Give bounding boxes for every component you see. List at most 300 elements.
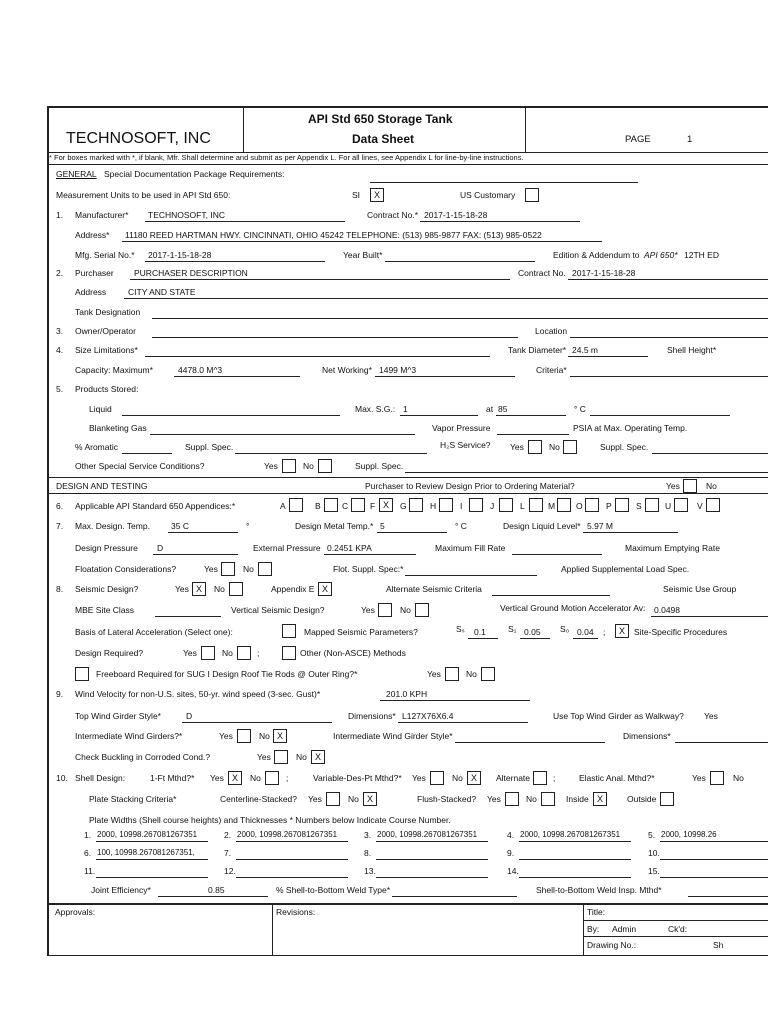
max-design-temp-label: Max. Design. Temp. <box>75 521 150 531</box>
seismic-yes-checkbox[interactable]: X <box>192 582 206 596</box>
design-pressure-line <box>153 554 238 555</box>
metal-temp-unit: ° C <box>455 521 467 531</box>
manufacturer-line <box>145 221 345 222</box>
units-label: Measurement Units to be used in API Std 650: <box>56 190 231 200</box>
other-service-no-label: No <box>303 461 314 471</box>
item-7-number: 7. <box>56 521 64 531</box>
course-15-line <box>660 877 768 878</box>
aromatic-label: % Aromatic <box>75 442 118 452</box>
buckling-no-checkbox[interactable]: X <box>311 750 325 764</box>
design-required-label: Design Required? <box>75 648 144 658</box>
buckling-yes-label: Yes <box>257 752 271 762</box>
intermediate-girders-no-checkbox[interactable]: X <box>273 729 287 743</box>
item-9-number: 9. <box>56 689 64 699</box>
item-5-number: 5. <box>56 384 64 394</box>
header-divider-2 <box>525 106 526 152</box>
alternate-separator: ; <box>553 773 556 783</box>
course-14-line <box>519 877 631 878</box>
centerline-stacked-label: Centerline-Stacked? <box>220 794 298 804</box>
variable-design-point-label: Variable-Des-Pt Mthd?* <box>313 773 402 783</box>
diameter-value[interactable]: 24.5 m <box>572 345 598 355</box>
mbe-site-class-line <box>155 616 221 617</box>
design-required-yes-label: Yes <box>183 648 197 658</box>
design-pressure-value[interactable]: D <box>157 543 164 553</box>
freeboard-no-label: No <box>466 669 477 679</box>
design-divider-top <box>47 477 768 478</box>
liquid-level-label: Design Liquid Level* <box>503 521 581 531</box>
course-12-number: 12. <box>224 866 236 876</box>
max-design-temp-value[interactable]: 35 C <box>171 521 189 531</box>
course-3-value[interactable]: 2000, 10998.267081267351 <box>377 830 478 839</box>
psia-label: PSIA at Max. Operating Temp. <box>573 423 688 433</box>
h2s-yes-label: Yes <box>510 442 524 452</box>
variable-no-checkbox[interactable]: X <box>467 771 481 785</box>
design-pressure-label: Design Pressure <box>75 543 138 553</box>
liquid-level-value[interactable]: 5.97 M <box>587 521 613 531</box>
by-label: By: <box>587 924 600 934</box>
other-service-no-checkbox[interactable] <box>318 459 332 473</box>
item-4-number: 4. <box>56 345 64 355</box>
vga-label: Vertical Ground Motion Accelerator Av: <box>500 603 646 613</box>
s1-line <box>520 638 550 639</box>
flot-suppl-spec-line <box>405 575 537 576</box>
item-6-number: 6. <box>56 501 64 511</box>
appendix-v-checkbox[interactable] <box>706 498 720 512</box>
design-heading: DESIGN AND TESTING <box>56 481 148 491</box>
review-yes-label: Yes <box>666 481 680 491</box>
vertical-seismic-yes-label: Yes <box>361 605 375 615</box>
course-5-line <box>660 841 768 842</box>
variable-yes-label: Yes <box>412 773 426 783</box>
floatation-yes-checkbox[interactable] <box>221 562 235 576</box>
course-4-value[interactable]: 2000, 10998.267081267351 <box>520 830 621 839</box>
vapor-pressure-line <box>497 434 569 435</box>
seismic-design-label: Seismic Design? <box>75 584 139 594</box>
weld-inspection-line <box>688 896 768 897</box>
flush-yes-checkbox[interactable] <box>505 792 519 806</box>
inside-checkbox[interactable]: X <box>593 792 607 806</box>
contract-label: Contract No.* <box>367 210 419 220</box>
other-methods-label: Other (Non-ASCE) Methods <box>300 648 406 658</box>
purchaser-contract-line <box>568 279 768 280</box>
at-label: at <box>486 404 494 414</box>
ss-value[interactable]: 0.1 <box>474 627 486 637</box>
page-label: PAGE <box>625 134 651 145</box>
course-4-number: 4. <box>507 830 515 840</box>
s1-value[interactable]: 0.05 <box>524 627 541 637</box>
alternate-checkbox[interactable] <box>533 771 547 785</box>
design-required-no-checkbox[interactable] <box>237 646 251 660</box>
inside-label: Inside <box>566 794 589 804</box>
seismic-no-checkbox[interactable] <box>229 582 243 596</box>
liquid-line <box>122 415 340 416</box>
capacity-line <box>174 376 300 377</box>
sheet-subtitle: Data Sheet <box>352 132 415 146</box>
s0-value[interactable]: 0.04 <box>577 627 594 637</box>
address-line <box>122 241 602 242</box>
course-12-line <box>236 877 348 878</box>
joint-efficiency-line <box>158 896 268 897</box>
vga-value[interactable]: 0.0498 <box>654 605 680 615</box>
outside-checkbox[interactable] <box>660 792 674 806</box>
one-ft-separator: ; <box>286 773 289 783</box>
company-name: TECHNOSOFT, INC <box>66 130 211 147</box>
course-11-number: 11. <box>84 866 96 876</box>
capacity-value[interactable]: 4478.0 M^3 <box>178 365 223 375</box>
top-girder-style-line <box>182 722 332 723</box>
sg-line <box>400 415 478 416</box>
footer-title-line <box>583 920 768 921</box>
lateral-basis-label: Basis of Lateral Acceleration (Select one): <box>75 627 233 637</box>
course-7-number: 7. <box>224 848 232 858</box>
top-girder-dimensions-value[interactable]: L127X76X6.4 <box>402 711 454 721</box>
si-label: SI <box>352 190 361 200</box>
centerline-no-label: No <box>348 794 359 804</box>
site-specific-label: Site-Specific Procedures <box>634 627 728 637</box>
diameter-label: Tank Diameter* <box>508 345 567 355</box>
floatation-label: Floatation Considerations? <box>75 564 177 574</box>
plate-widths-label: Plate Widths (Shell course heights) and Thicknesses * Numbers below Indicate Course Number. <box>89 815 451 825</box>
course-6-line <box>96 859 208 860</box>
aromatic-suppl-spec-label: Suppl. Spec. <box>185 442 234 452</box>
review-label: Purchaser to Review Design Prior to Ordering Material? <box>365 481 575 491</box>
appendix-c-checkbox[interactable] <box>351 498 365 512</box>
outside-label: Outside <box>627 794 657 804</box>
appendix-s-checkbox[interactable] <box>645 498 659 512</box>
vertical-seismic-no-checkbox[interactable] <box>415 603 429 617</box>
serial-value[interactable]: 2017-1-15-18-28 <box>148 250 212 260</box>
net-working-value[interactable]: 1499 M^3 <box>379 365 417 375</box>
item-2-number: 2. <box>56 268 64 278</box>
purchaser-contract-label: Contract No. <box>518 268 566 278</box>
mapped-seismic-checkbox[interactable] <box>282 624 296 638</box>
owner-label: Owner/Operator <box>75 326 136 336</box>
tank-designation-label: Tank Designation <box>75 307 141 317</box>
temp-value[interactable]: 85 <box>498 404 508 414</box>
h2s-yes-checkbox[interactable] <box>528 440 542 454</box>
year-built-line <box>385 261 535 262</box>
purchaser-address-value[interactable]: CITY AND STATE <box>128 287 196 297</box>
appendix-g-checkbox[interactable] <box>409 498 423 512</box>
serial-line <box>145 261 325 262</box>
course-5-number: 5. <box>648 830 656 840</box>
seismic-use-group-label: Seismic Use Group <box>663 584 737 594</box>
appendix-a-label: A <box>280 501 286 511</box>
capacity-label: Capacity: Maximum* <box>75 365 153 375</box>
appendix-b-checkbox[interactable] <box>324 498 338 512</box>
centerline-no-checkbox[interactable]: X <box>363 792 377 806</box>
net-working-label: Net Working* <box>322 365 372 375</box>
emptying-rate-label: Maximum Emptying Rate <box>625 543 720 553</box>
blanketing-gas-line <box>150 434 415 435</box>
address-label: Address* <box>75 230 110 240</box>
floatation-yes-label: Yes <box>204 564 218 574</box>
course-2-value[interactable]: 2000, 10998.267081267351 <box>237 830 338 839</box>
one-ft-no-label: No <box>250 773 261 783</box>
appendix-u-checkbox[interactable] <box>674 498 688 512</box>
h2s-label: H₂S Service? <box>440 440 491 450</box>
appendix-p-label: P <box>606 501 612 511</box>
elastic-analysis-label: Elastic Anal. Mthd?* <box>579 773 655 783</box>
top-girder-dimensions-line <box>398 722 528 723</box>
purchaser-address-line <box>124 298 768 299</box>
size-limitations-label: Size Limitations* <box>75 345 138 355</box>
purchaser-label: Purchaser <box>75 268 114 278</box>
item-10-number: 10. <box>56 773 68 783</box>
appendix-f-label: F <box>370 501 376 511</box>
course-10-number: 10. <box>648 848 660 858</box>
appendix-m-checkbox[interactable] <box>557 498 571 512</box>
appendix-u-label: U <box>665 501 672 511</box>
course-8-number: 8. <box>364 848 372 858</box>
appendix-h-checkbox[interactable] <box>439 498 453 512</box>
freeboard-checkbox[interactable] <box>75 667 89 681</box>
temp-extra-line <box>590 415 730 416</box>
external-pressure-value[interactable]: 0.2451 KPA <box>327 543 372 553</box>
appendix-l-label: L <box>520 501 525 511</box>
appendix-o-checkbox[interactable] <box>585 498 599 512</box>
external-pressure-label: External Pressure <box>253 543 321 553</box>
intermediate-girder-style-label: Intermediate Wind Girder Style* <box>333 731 453 741</box>
footer-by-line <box>583 936 768 937</box>
appendices-label: Applicable API Standard 650 Appendices:* <box>75 501 236 511</box>
edition-value[interactable]: 12TH ED <box>684 250 719 260</box>
design-required-no-label: No <box>222 648 233 658</box>
course-10-line <box>660 859 768 860</box>
walkway-label: Use Top Wind Girder as Walkway? <box>553 711 684 721</box>
aromatic-suppl-spec-line <box>235 453 427 454</box>
appendix-p-checkbox[interactable] <box>615 498 629 512</box>
metal-temp-value[interactable]: 5 <box>380 521 385 531</box>
mapped-seismic-label: Mapped Seismic Parameters? <box>304 627 418 637</box>
page-number: 1 <box>687 134 693 145</box>
flush-stacked-label: Flush-Stacked? <box>417 794 477 804</box>
other-service-yes-label: Yes <box>264 461 278 471</box>
top-girder-dimensions-label: Dimensions* <box>348 711 396 721</box>
seismic-separator: ; <box>603 627 606 637</box>
mbe-site-class-label: MBE Site Class <box>75 605 135 615</box>
other-service-suppl-spec-line <box>405 472 768 473</box>
site-specific-checkbox[interactable]: X <box>615 624 629 638</box>
frame-top <box>47 106 768 108</box>
shell-to-bottom-weld-line <box>392 896 517 897</box>
appendix-a-checkbox[interactable] <box>289 498 303 512</box>
edition-label: Edition & Addendum to <box>553 250 640 260</box>
frame-left <box>47 106 49 956</box>
course-9-line <box>519 859 631 860</box>
location-label: Location <box>535 326 568 336</box>
contract-line <box>420 221 580 222</box>
seismic-yes-label: Yes <box>175 584 189 594</box>
item-3-number: 3. <box>56 326 64 336</box>
appendix-e-checkbox[interactable]: X <box>318 582 332 596</box>
alternate-seismic-line <box>492 595 610 596</box>
supplemental-load-label: Applied Supplemental Load Spec. <box>561 564 690 574</box>
flush-no-checkbox[interactable] <box>541 792 555 806</box>
alternate-seismic-label: Alternate Seismic Criteria <box>386 584 482 594</box>
course-15-number: 15. <box>648 866 660 876</box>
weld-inspection-label: Shell-to-Bottom Weld Insp. Mthd* <box>536 885 662 895</box>
footer-bottom-line <box>47 955 768 956</box>
elastic-yes-checkbox[interactable] <box>710 771 724 785</box>
vertical-seismic-yes-checkbox[interactable] <box>378 603 392 617</box>
course-6-value[interactable]: 100, 10998.267081267351, <box>97 848 195 857</box>
s0-line <box>573 638 598 639</box>
appendix-g-label: G <box>400 501 407 511</box>
course-1-line <box>96 841 208 842</box>
course-7-line <box>236 859 348 860</box>
drawing-number-label: Drawing No.: <box>587 940 637 950</box>
appendix-j-checkbox[interactable] <box>499 498 513 512</box>
buckling-label: Check Buckling in Corroded Cond.? <box>75 752 211 762</box>
h2s-no-label: No <box>549 442 560 452</box>
freeboard-yes-checkbox[interactable] <box>445 667 459 681</box>
course-13-line <box>376 877 488 878</box>
title-label: Title: <box>587 907 606 917</box>
elastic-yes-label: Yes <box>692 773 706 783</box>
design-required-yes-checkbox[interactable] <box>201 646 215 660</box>
ss-label: Sₛ <box>456 624 465 634</box>
intermediate-girders-no-label: No <box>259 731 270 741</box>
diameter-line <box>568 356 648 357</box>
buckling-yes-checkbox[interactable] <box>274 750 288 764</box>
address-value[interactable]: 11180 REED HARTMAN HWY. CINCINNATI, OHIO 45242 TELEPHONE: (513) 985-9877 FAX: (513) 985-0522 <box>125 230 542 240</box>
course-13-number: 13. <box>364 866 376 876</box>
item-8-number: 8. <box>56 584 64 594</box>
appendix-i-checkbox[interactable] <box>469 498 483 512</box>
purchaser-address-label: Address <box>75 287 107 297</box>
course-1-value[interactable]: 2000, 10998.267081267351 <box>97 830 198 839</box>
contract-value[interactable]: 2017-1-15-18-28 <box>424 210 488 220</box>
vertical-seismic-no-label: No <box>400 605 411 615</box>
approvals-label: Approvals: <box>55 907 96 917</box>
one-ft-method-label: 1-Ft Mthd?* <box>150 773 195 783</box>
special-doc-line <box>370 182 638 183</box>
course-8-line <box>376 859 488 860</box>
header-divider-1 <box>243 106 244 152</box>
stacking-criteria-label: Plate Stacking Criteria* <box>89 794 177 804</box>
instruction-note: * For boxes marked with *, if blank, Mfr. Shall determine and submit as per Appendix L. For all lines, see Appendix L for line-by-line instructions. <box>49 153 524 162</box>
variable-no-label: No <box>452 773 463 783</box>
course-2-line <box>236 841 348 842</box>
freeboard-no-checkbox[interactable] <box>481 667 495 681</box>
fill-rate-line <box>512 554 602 555</box>
metal-temp-label: Design Metal Temp.* <box>295 521 374 531</box>
si-checkbox[interactable]: X <box>370 188 384 202</box>
alternate-label: Alternate <box>496 773 531 783</box>
us-checkbox[interactable] <box>525 188 539 202</box>
year-built-label: Year Built* <box>343 250 383 260</box>
vga-line <box>651 616 768 617</box>
manufacturer-value[interactable]: TECHNOSOFT, INC <box>148 210 225 220</box>
flush-yes-label: Yes <box>487 794 501 804</box>
course-11-line <box>96 877 208 878</box>
design-required-separator: ; <box>257 648 260 658</box>
course-14-number: 14. <box>507 866 519 876</box>
temp-unit: ° C <box>574 404 586 414</box>
h2s-no-checkbox[interactable] <box>563 440 577 454</box>
one-ft-no-checkbox[interactable] <box>265 771 279 785</box>
intermediate-girders-yes-label: Yes <box>219 731 233 741</box>
shell-height-label: Shell Height* <box>667 345 717 355</box>
centerline-yes-label: Yes <box>308 794 322 804</box>
design-divider-bottom <box>47 493 768 494</box>
wind-velocity-label: Wind Velocity for non-U.S. sites, 50-yr. wind speed (3-sec. Gust)* <box>75 689 321 699</box>
appendix-s-label: S <box>636 501 642 511</box>
fill-rate-label: Maximum Fill Rate <box>435 543 506 553</box>
owner-line <box>152 337 518 338</box>
course-4-line <box>519 841 631 842</box>
location-line <box>570 337 768 338</box>
appendix-c-label: C <box>342 501 349 511</box>
ss-line <box>468 638 498 639</box>
liquid-level-line <box>583 532 678 533</box>
blanketing-gas-label: Blanketing Gas <box>89 423 147 433</box>
variable-yes-checkbox[interactable] <box>430 771 444 785</box>
walkway-yes-label: Yes <box>704 711 718 721</box>
elastic-no-label: No <box>733 773 744 783</box>
products-label: Products Stored: <box>75 384 139 394</box>
other-methods-checkbox[interactable] <box>282 646 296 660</box>
course-6-number: 6. <box>84 848 92 858</box>
wind-velocity-value[interactable]: 201.0 KPH <box>386 689 428 699</box>
special-doc-label: Special Documentation Package Requirements: <box>104 169 285 179</box>
item-1-number: 1. <box>56 210 64 220</box>
by-value: Admin <box>612 924 637 934</box>
general-heading: GENERAL <box>56 169 97 179</box>
centerline-yes-checkbox[interactable] <box>326 792 340 806</box>
review-yes-checkbox[interactable] <box>683 479 697 493</box>
metal-temp-line <box>377 532 447 533</box>
floatation-no-checkbox[interactable] <box>258 562 272 576</box>
footer-divider-2 <box>583 903 584 955</box>
appendix-f-checkbox[interactable]: X <box>379 498 393 512</box>
checked-label: Ck'd: <box>668 924 688 934</box>
review-no-label: No <box>706 481 717 491</box>
h2s-suppl-spec-label: Suppl. Spec. <box>600 442 649 452</box>
manufacturer-label: Manufacturer* <box>75 210 129 220</box>
course-9-number: 9. <box>507 848 515 858</box>
purchaser-value[interactable]: PURCHASER DESCRIPTION <box>134 268 248 278</box>
note-bottom-line <box>47 164 768 165</box>
sg-value[interactable]: 1 <box>403 404 408 414</box>
h2s-suppl-spec-line <box>652 453 768 454</box>
us-customary-label: US Customary <box>460 190 516 200</box>
course-3-line <box>376 841 488 842</box>
appendix-v-label: V <box>697 501 703 511</box>
appendix-o-label: O <box>576 501 583 511</box>
criteria-line <box>570 376 768 377</box>
course-2-number: 2. <box>224 830 232 840</box>
other-service-label: Other Special Service Conditions? <box>75 461 205 471</box>
other-service-yes-checkbox[interactable] <box>282 459 296 473</box>
one-ft-yes-label: Yes <box>210 773 224 783</box>
external-pressure-line <box>324 554 416 555</box>
intermediate-girders-label: Intermediate Wind Girders?* <box>75 731 183 741</box>
course-5-value[interactable]: 2000, 10998.26 <box>661 830 717 839</box>
joint-efficiency-value[interactable]: 0.85 <box>208 885 225 895</box>
top-girder-style-value[interactable]: D <box>186 711 193 721</box>
appendix-l-checkbox[interactable] <box>529 498 543 512</box>
top-girder-style-label: Top Wind Girder Style* <box>75 711 161 721</box>
purchaser-contract-value[interactable]: 2017-1-15-18-28 <box>572 268 636 278</box>
flush-no-label: No <box>526 794 537 804</box>
intermediate-girders-yes-checkbox[interactable] <box>237 729 251 743</box>
intermediate-dimensions-line <box>675 742 768 743</box>
sheet-label: Sh <box>713 940 724 950</box>
revisions-label: Revisions: <box>276 907 316 917</box>
one-ft-yes-checkbox[interactable]: X <box>228 771 242 785</box>
